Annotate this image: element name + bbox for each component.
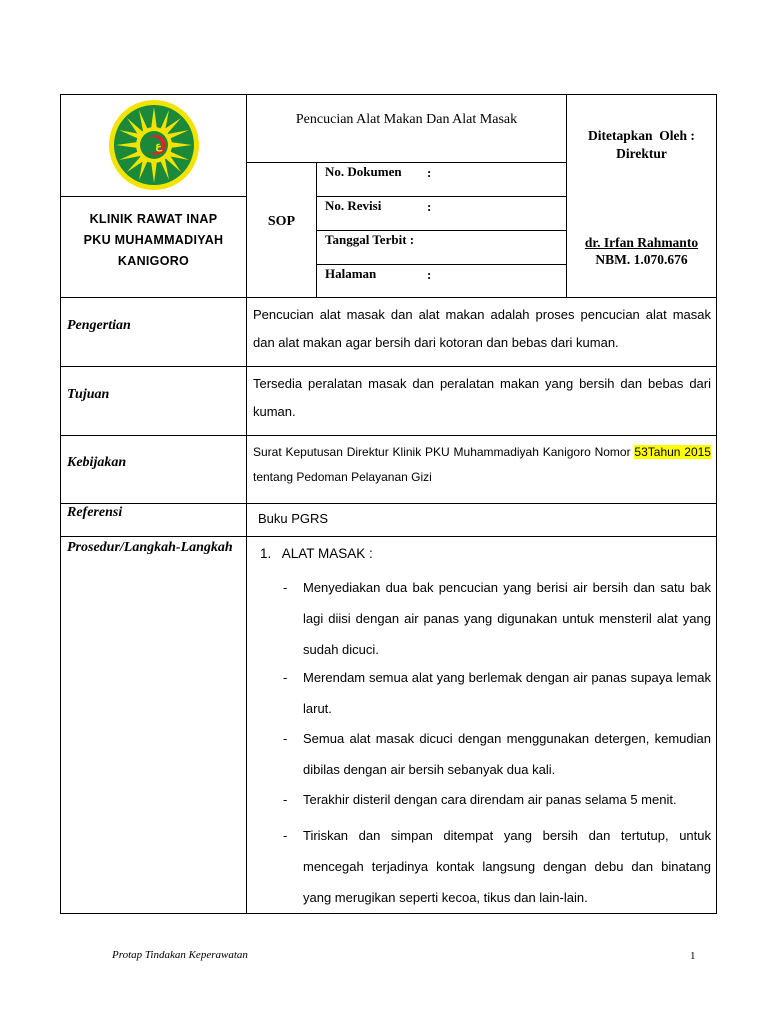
field-no-revisi bbox=[325, 198, 381, 214]
field-colon: : bbox=[427, 165, 432, 180]
field-label: No. Revisi bbox=[325, 198, 382, 213]
director-nbm: NBM. 1.070.676 bbox=[595, 252, 688, 267]
direktur-label: Direktur bbox=[616, 146, 667, 161]
page-number: 1 bbox=[690, 950, 696, 962]
tujuan-text: Tersedia peralatan masak dan peralatan makan yang bersih dan bebas dari kuman. bbox=[253, 376, 711, 419]
row-label-pengertian: Pengertian bbox=[67, 318, 131, 333]
row-label-referensi: Referensi bbox=[67, 505, 123, 520]
field-label: Halaman bbox=[325, 266, 377, 281]
prosedur-item-2: Merendam semua alat yang berlemak dengan air panas supaya lemak larut. bbox=[303, 670, 711, 716]
referensi-text: Buku PGRS bbox=[258, 511, 329, 526]
row-label-prosedur: Prosedur/Langkah-Langkah bbox=[67, 540, 233, 555]
row-label-kebijakan: Kebijakan bbox=[67, 455, 127, 470]
clinic-name-line-3: KANIGORO bbox=[117, 254, 190, 268]
field-label: Tanggal Terbit : bbox=[325, 232, 415, 247]
bullet-dash: - bbox=[283, 580, 288, 595]
prosedur-item-5: Tiriskan dan simpan ditempat yang bersih dan tertutup, untuk mencegah terjadinya kontak langsung dengan debu dan binatang yang merugikan seperti kecoa, tikus dan lain-lain. bbox=[303, 828, 711, 905]
field-no-dokumen bbox=[325, 164, 402, 180]
field-halaman bbox=[325, 266, 376, 282]
pengertian-text: Pencucian alat masak dan alat makan adalah proses pencucian alat masak dan alat makan agar bersih dari kotoran dan bebas dari kuman. bbox=[253, 307, 711, 350]
bullet-dash: - bbox=[283, 792, 288, 807]
clinic-name-line-1: KLINIK RAWAT INAP bbox=[89, 212, 218, 226]
document-title: Pencucian Alat Makan Dan Alat Masak bbox=[295, 112, 518, 127]
director-name: dr. Irfan Rahmanto bbox=[584, 235, 699, 250]
ditetapkan-oleh: Ditetapkan Oleh : bbox=[588, 128, 695, 143]
svg-text:ع: ع bbox=[155, 141, 162, 152]
row-label-tujuan: Tujuan bbox=[67, 387, 110, 402]
sop-label: SOP bbox=[267, 214, 296, 229]
bullet-dash: - bbox=[283, 731, 288, 746]
clinic-name bbox=[61, 209, 246, 272]
clinic-logo bbox=[108, 99, 200, 191]
prosedur-heading: 1. ALAT MASAK : bbox=[260, 546, 373, 561]
bullet-dash: - bbox=[283, 670, 288, 685]
prosedur-item-3: Semua alat masak dicuci dengan menggunakan detergen, kemudian dibilas dengan air bersih sebanyak dua kali. bbox=[303, 731, 711, 777]
kebijakan-text-after: tentang Pedoman Pelayanan Gizi bbox=[253, 470, 432, 484]
kebijakan-highlight: 53Tahun 2015 bbox=[634, 445, 711, 459]
footer-text: Protap Tindakan Keperawatan bbox=[112, 949, 248, 961]
director-block bbox=[567, 234, 716, 268]
field-label: No. Dokumen bbox=[325, 164, 402, 179]
field-colon: : bbox=[427, 199, 432, 214]
prosedur-item-1: Menyediakan dua bak pencucian yang berisi air bersih dan satu bak lagi diisi dengan air panas yang digunakan untuk mensteril alat yang sudah dicuci. bbox=[303, 580, 711, 657]
prosedur-item-4: Terakhir disteril dengan cara direndam air panas selama 5 menit. bbox=[303, 792, 677, 807]
bullet-dash: - bbox=[283, 828, 288, 843]
approval-block bbox=[567, 127, 716, 163]
field-colon: : bbox=[427, 267, 432, 282]
clinic-name-line-2: PKU MUHAMMADIYAH bbox=[83, 233, 224, 247]
kebijakan-text-before: Surat Keputusan Direktur Klinik PKU Muhammadiyah Kanigoro Nomor bbox=[253, 445, 635, 459]
field-tanggal-terbit bbox=[325, 232, 414, 248]
kebijakan-text bbox=[253, 440, 711, 490]
